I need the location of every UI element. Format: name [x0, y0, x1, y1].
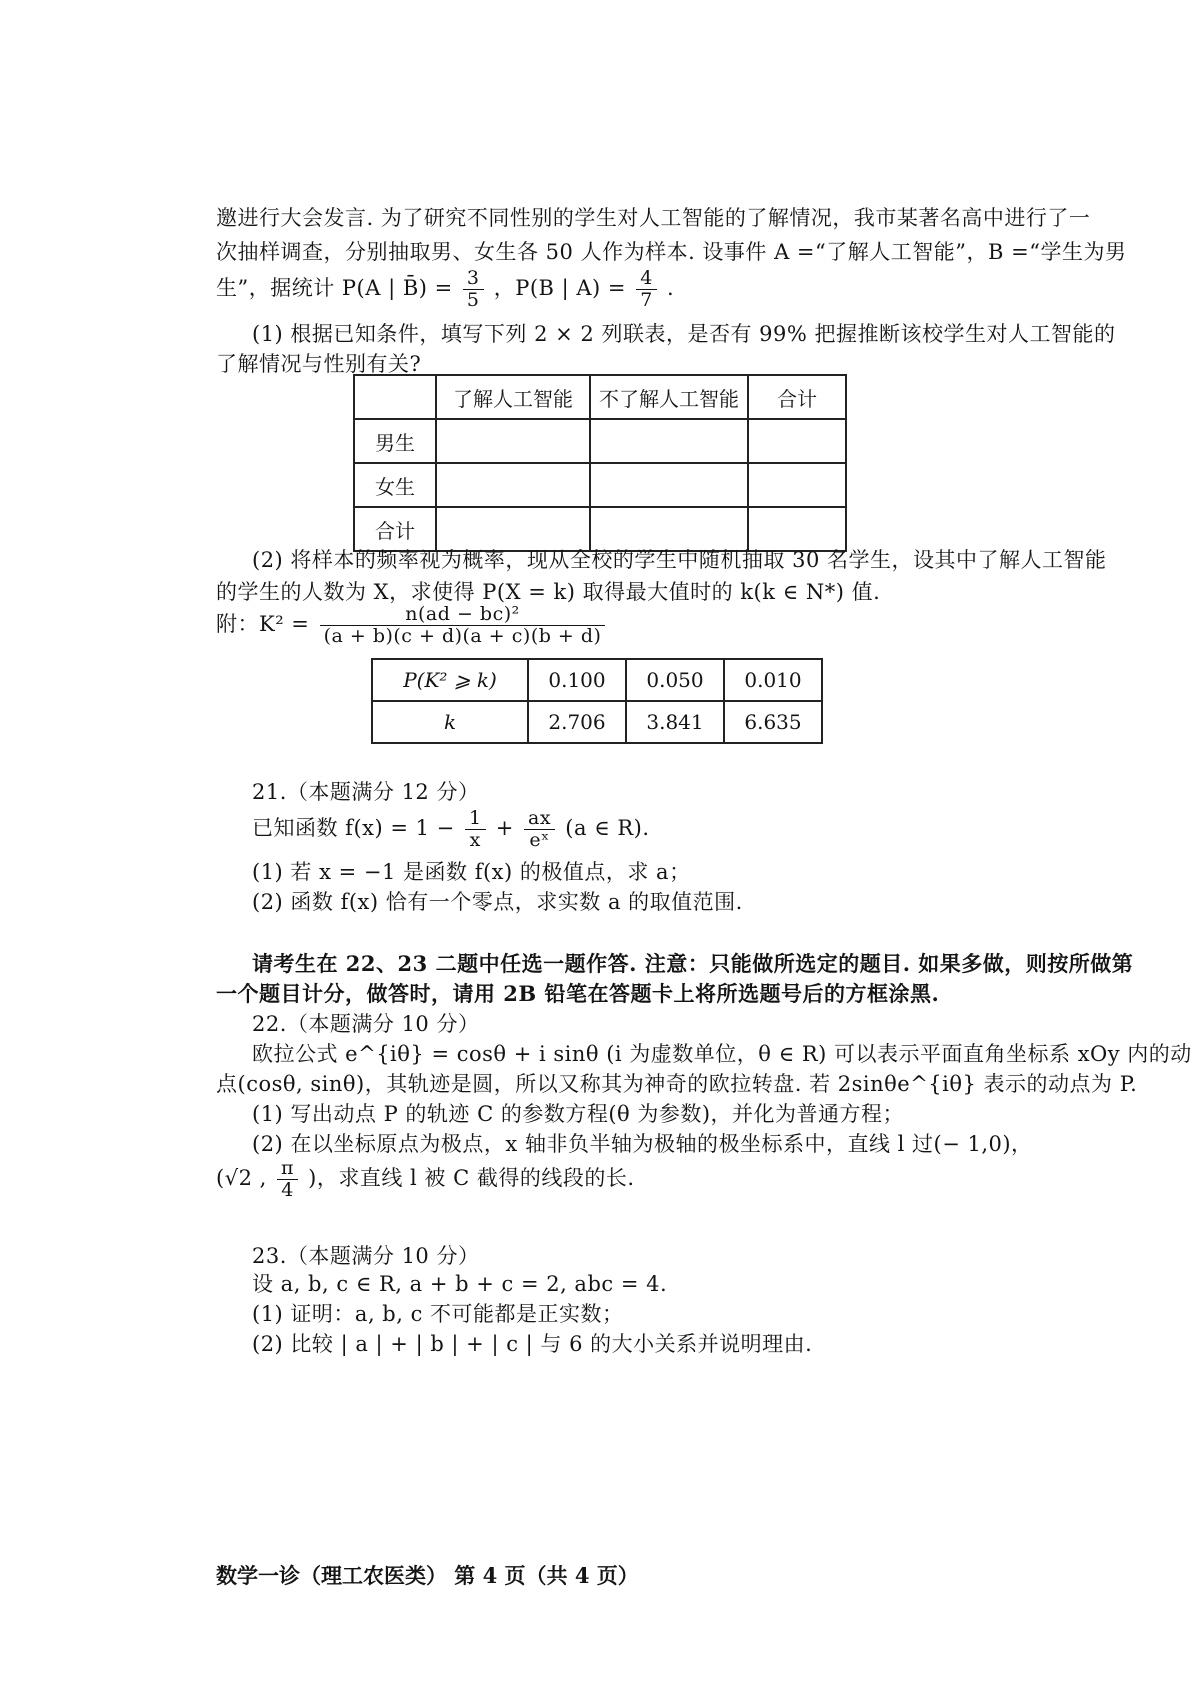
table1-header-know: 了解人工智能 — [436, 375, 590, 419]
table2-cell: 2.706 — [528, 701, 626, 743]
table1-header-empty — [354, 375, 436, 419]
page-footer: 数学一诊（理工农医类） 第 4 页（共 4 页） — [216, 1563, 639, 1588]
q22-part1: (1) 写出动点 P 的轨迹 C 的参数方程(θ 为参数)，并化为普通方程； — [252, 1102, 905, 1126]
q22-point-b: )，求直线 l 被 C 截得的线段的长. — [308, 1166, 635, 1190]
intro-line-3 — [216, 266, 674, 311]
table2-cell: 6.635 — [724, 701, 822, 743]
intro-line-3-b: ，P(B | A) = — [493, 276, 627, 300]
q21-stem-a: 已知函数 f(x) = 1 − — [252, 816, 455, 840]
q23-part2: (2) 比较 | a | + | b | + | c | 与 6 的大小关系并说明理由. — [252, 1332, 813, 1356]
table2-cell: 0.100 — [528, 659, 626, 701]
notice-line-2: 一个题目计分，做答时，请用 2B 铅笔在答题卡上将所选题号后的方框涂黑. — [216, 981, 940, 1006]
q22-part2: (2) 在以坐标原点为极点，x 轴非负半轴为极轴的极坐标系中，直线 l 过(− 1,0)， — [252, 1132, 1033, 1156]
q22-title: 22.（本题满分 10 分） — [252, 1012, 480, 1036]
table2-cell: 0.010 — [724, 659, 822, 701]
table1-row-female: 女生 — [354, 463, 436, 507]
table1-cell — [748, 419, 846, 463]
table1-row-male: 男生 — [354, 419, 436, 463]
q22-part2-cont — [216, 1156, 635, 1201]
table1-cell — [748, 507, 846, 551]
table1-cell — [436, 463, 590, 507]
q21-title: 21.（本题满分 12 分） — [252, 780, 480, 804]
table2-label-k: k — [372, 701, 528, 743]
fraction-4-7: $\frac{4}{7}$ — [636, 268, 657, 311]
intro-line-2: 次抽样调查，分别抽取男、女生各 50 人作为样本. 设事件 A =“了解人工智能”，B =“学生为男 — [216, 240, 1127, 264]
q22-point-a: (√2 , — [216, 1166, 267, 1190]
table1-header-not-know: 不了解人工智能 — [590, 375, 748, 419]
q21-stem-b: + — [495, 816, 514, 840]
fraction-ax-ex: $\frac{ax}{\text{eˣ}}$ — [524, 808, 555, 851]
formula-fraction: $\frac{\text{n(ad − bc)²}}{(a + b)(c + d)(a + c)(b + d)}$ — [320, 604, 606, 647]
q23-title: 23.（本题满分 10 分） — [252, 1244, 480, 1268]
table1-cell — [748, 463, 846, 507]
table1-cell — [436, 507, 590, 551]
table1-header-total: 合计 — [748, 375, 846, 419]
q23-part1: (1) 证明：a, b, c 不可能都是正实数； — [252, 1302, 624, 1326]
fraction-pi-4: $\frac{\pi}{4}$ — [277, 1158, 298, 1201]
table1-cell — [590, 507, 748, 551]
table2-cell: 3.841 — [626, 701, 724, 743]
q20-part2-line1: (2) 将样本的频率视为概率，现从全校的学生中随机抽取 30 名学生，设其中了解人工智能 — [252, 548, 1107, 572]
table1-cell — [590, 419, 748, 463]
q22-line1: 欧拉公式 e^{iθ} = cosθ + i sinθ (i 为虚数单位，θ ∈ R) 可以表示平面直角坐标系 xOy 内的动 — [252, 1042, 1192, 1066]
q20-part1-line1: (1) 根据已知条件，填写下列 2 × 2 列联表，是否有 99% 把握推断该校学生对人工智能的 — [252, 322, 1116, 346]
q20-part1-line2: 了解情况与性别有关? — [216, 352, 422, 376]
intro-line-1: 邀进行大会发言. 为了研究不同性别的学生对人工智能的了解情况，我市某著名高中进行了一 — [216, 206, 1091, 230]
table1-cell — [436, 419, 590, 463]
table2-label-p: P(K² ⩾ k) — [372, 659, 528, 701]
fraction-1-x: $\frac{1}{x}$ — [465, 808, 486, 851]
q21-part1: (1) 若 x = −1 是函数 f(x) 的极值点，求 a； — [252, 860, 691, 884]
formula-prefix: 附：K² = — [216, 612, 310, 636]
critical-value-table — [371, 658, 823, 744]
k-squared-formula — [216, 602, 608, 647]
q21-part2: (2) 函数 f(x) 恰有一个零点，求实数 a 的取值范围. — [252, 890, 743, 914]
q22-line2: 点(cosθ, sinθ)，其轨迹是圆，所以又称其为神奇的欧拉转盘. 若 2sinθe^{iθ} 表示的动点为 P. — [216, 1072, 1138, 1096]
table1-row-total: 合计 — [354, 507, 436, 551]
intro-line-3-c: . — [666, 276, 675, 300]
fraction-3-5: $\frac{3}{5}$ — [463, 268, 484, 311]
q21-stem-c: (a ∈ R). — [565, 816, 650, 840]
contingency-table — [353, 374, 847, 552]
notice-line-1: 请考生在 22、23 二题中任选一题作答. 注意：只能做所选定的题目. 如果多做，则按所做第 — [252, 951, 1134, 976]
intro-line-3-a: 生”，据统计 P(A | B̄) = — [216, 276, 453, 300]
table2-cell: 0.050 — [626, 659, 724, 701]
q23-stem: 设 a, b, c ∈ R, a + b + c = 2, abc = 4. — [252, 1272, 668, 1296]
q20-part2-line2: 的学生的人数为 X，求使得 P(X = k) 取得最大值时的 k(k ∈ N*) 值. — [216, 580, 881, 604]
q21-stem — [252, 806, 650, 851]
table1-cell — [590, 463, 748, 507]
